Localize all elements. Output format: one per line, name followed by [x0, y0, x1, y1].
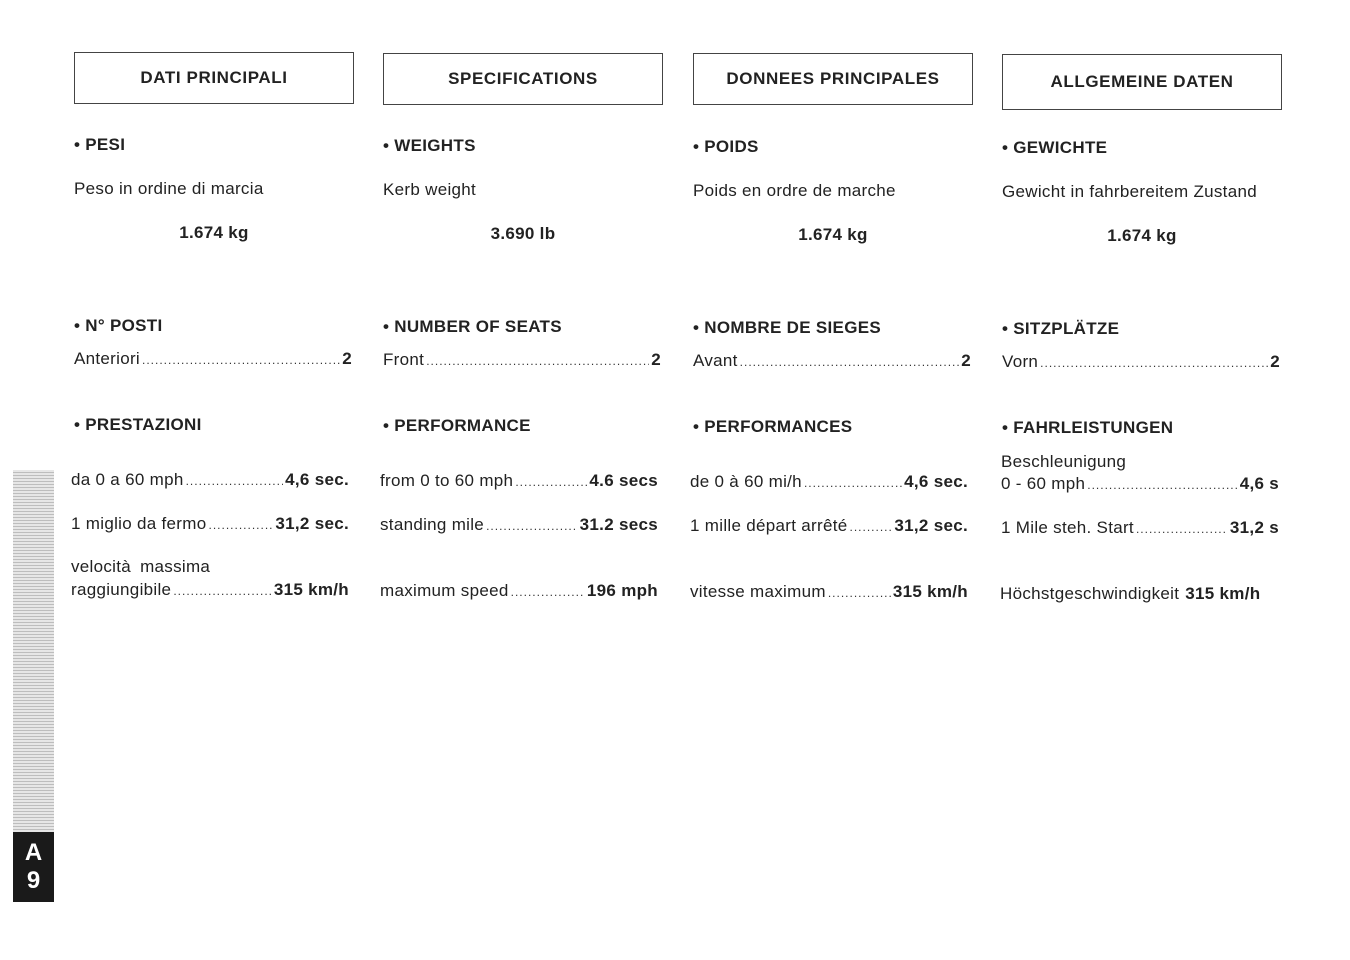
dot-leader [1040, 356, 1268, 370]
performance-title: • PERFORMANCE [383, 416, 531, 435]
mile-label: standing mile [380, 515, 485, 534]
accel-value: 4,6 sec. [904, 472, 968, 491]
mile-label: 1 miglio da fermo [71, 514, 207, 533]
seats-title: • NOMBRE DE SIEGES [693, 318, 881, 337]
speed-value: 315 km/h [273, 580, 349, 599]
mile-value: 31,2 s [1229, 518, 1279, 537]
seats-value: 2 [651, 350, 661, 369]
mile-value: 31,2 sec. [894, 516, 968, 535]
accel-label: de 0 à 60 mi/h [690, 472, 802, 491]
mile-value: 31.2 secs [579, 515, 658, 534]
seats-row [1002, 352, 1280, 372]
dot-leader [740, 355, 960, 369]
speed-prefix: velocità massima [71, 557, 211, 576]
weights-value: 3.690 lb [490, 224, 556, 243]
accel-value: 4,6 s [1239, 474, 1279, 493]
speed-value: 315 km/h [1185, 584, 1261, 603]
mile-row [690, 516, 968, 536]
dot-leader [173, 584, 272, 598]
weights-title: • GEWICHTE [1002, 138, 1108, 157]
weights-value: 1.674 kg [798, 225, 868, 244]
speed-label: raggiungibile [71, 580, 172, 599]
seats-row [383, 350, 661, 370]
accel-prefix: Beschleunigung [1001, 452, 1127, 471]
performance-title: • PRESTAZIONI [74, 415, 202, 434]
dot-leader [486, 519, 578, 533]
weights-label: Gewicht in fahrbereitem Zustand [1002, 182, 1257, 201]
performance-title: • FAHRLEISTUNGEN [1002, 418, 1174, 437]
speed-label: vitesse maximum [690, 582, 826, 601]
seats-label: Anteriori [74, 349, 141, 368]
accel-row [71, 470, 349, 490]
seats-row [693, 351, 971, 371]
seats-title: • NUMBER OF SEATS [383, 317, 562, 336]
dot-leader [186, 474, 284, 488]
section-header: SPECIFICATIONS [383, 53, 663, 105]
weights-title: • PESI [74, 135, 126, 154]
accel-value: 4.6 secs [589, 471, 658, 490]
performance-title: • PERFORMANCES [693, 417, 853, 436]
speed-label: Höchstgeschwindigkeit [1000, 584, 1180, 603]
dot-leader [209, 518, 274, 532]
accel-row [380, 471, 658, 491]
mile-row [380, 515, 658, 535]
weights-label: Peso in ordine di marcia [74, 179, 264, 198]
section-index-strip [13, 470, 54, 902]
speed-row [380, 581, 658, 601]
seats-value: 2 [961, 351, 971, 370]
accel-value: 4,6 sec. [285, 470, 349, 489]
weights-value: 1.674 kg [179, 223, 249, 242]
dot-leader [804, 476, 902, 490]
dot-leader [515, 475, 587, 489]
seats-row [74, 349, 352, 369]
seats-value: 2 [1270, 352, 1280, 371]
mile-row [71, 514, 349, 534]
dot-leader [426, 354, 649, 368]
dot-leader [849, 520, 892, 534]
speed-label: maximum speed [380, 581, 509, 600]
dot-leader [1087, 478, 1237, 492]
accel-row [1001, 474, 1279, 494]
dot-leader [1136, 522, 1228, 536]
seats-label: Avant [693, 351, 738, 370]
dot-leader [142, 353, 340, 367]
section-header: ALLGEMEINE DATEN [1002, 54, 1282, 110]
accel-label: from 0 to 60 mph [380, 471, 514, 490]
section-header: DONNEES PRINCIPALES [693, 53, 973, 105]
weights-title: • POIDS [693, 137, 759, 156]
accel-label: 0 - 60 mph [1001, 474, 1086, 493]
accel-label: da 0 a 60 mph [71, 470, 184, 489]
speed-row [71, 580, 349, 600]
page-tab-number: 9 [26, 867, 41, 894]
mile-label: 1 Mile steh. Start [1001, 518, 1134, 537]
weights-value: 1.674 kg [1107, 226, 1177, 245]
weights-label: Poids en ordre de marche [693, 181, 896, 200]
mile-row [1001, 518, 1279, 538]
dot-leader [828, 586, 891, 600]
seats-label: Front [383, 350, 425, 369]
mile-value: 31,2 sec. [275, 514, 349, 533]
dot-leader [511, 585, 585, 599]
mile-label: 1 mille départ arrêté [690, 516, 848, 535]
seats-title: • N° POSTI [74, 316, 163, 335]
section-header: DATI PRINCIPALI [74, 52, 354, 104]
seats-label: Vorn [1002, 352, 1039, 371]
speed-row [690, 582, 968, 602]
accel-row [690, 472, 968, 492]
weights-label: Kerb weight [383, 180, 477, 199]
speed-value: 196 mph [586, 581, 658, 600]
page-tab-letter: A [24, 839, 43, 866]
page-tab [13, 832, 54, 902]
seats-value: 2 [342, 349, 352, 368]
weights-title: • WEIGHTS [383, 136, 476, 155]
speed-value: 315 km/h [892, 582, 968, 601]
seats-title: • SITZPLÄTZE [1002, 319, 1120, 338]
speed-row [1000, 584, 1278, 604]
